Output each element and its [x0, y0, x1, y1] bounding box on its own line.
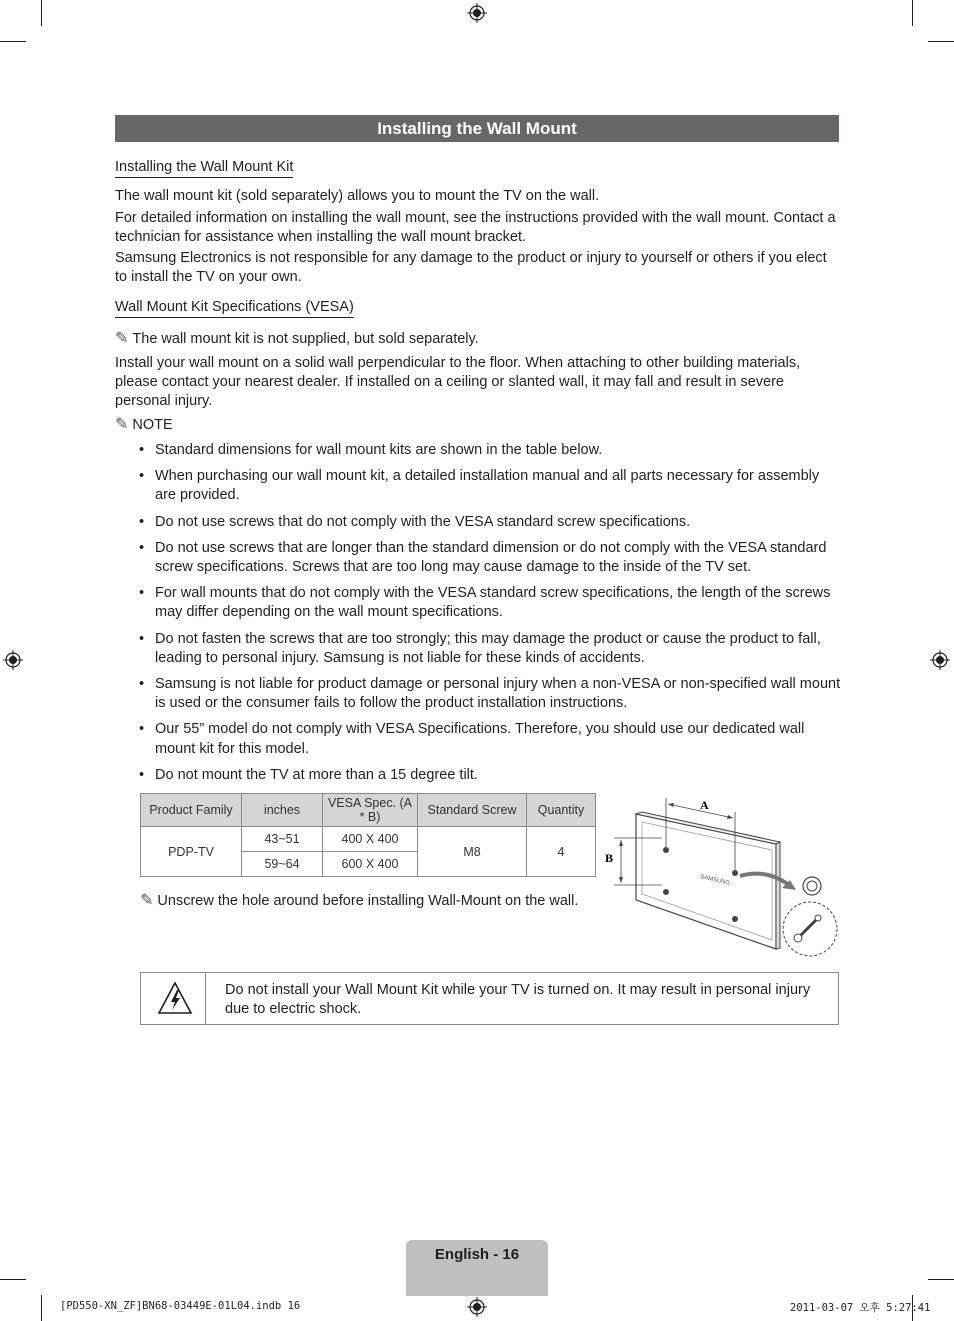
kit-paragraph: Samsung Electronics is not responsible for any damage to the product or injury to yourself or others if you elect to install the TV on your own.	[115, 250, 827, 286]
registration-mark-icon	[467, 3, 487, 23]
kit-paragraph: The wall mount kit (sold separately) allows you to mount the TV on the wall.	[115, 188, 600, 204]
column-header: inches	[242, 794, 323, 827]
table-cell-inches: 43~51	[242, 827, 323, 852]
pencil-note-icon: ✎	[140, 892, 154, 909]
pencil-note-icon: ✎	[115, 416, 129, 433]
column-header: Product Family	[141, 794, 242, 827]
kit-heading: Installing the Wall Mount Kit	[115, 159, 293, 178]
crop-mark	[41, 1295, 42, 1321]
note-label: NOTE	[132, 417, 173, 433]
list-item: • Do not fasten the screws that are too strongly; this may damage the product or cause the product to fall, leading to personal injury. Samsung is not liable for these kinds of accidents.	[115, 630, 841, 668]
table-cell-inches: 59~64	[242, 852, 323, 877]
list-item: • Standard dimensions for wall mount kits are shown in the table below.	[115, 441, 841, 460]
table-row	[141, 827, 596, 852]
note-heading	[115, 415, 173, 435]
table-header-row	[141, 794, 596, 827]
note-unscrew	[140, 891, 578, 911]
list-item: • Our 55” model do not comply with VESA Specifications. Therefore, you should use our dedicated wall mount kit for this model.	[115, 720, 841, 758]
install-paragraph: Install your wall mount on a solid wall perpendicular to the floor. When attaching to other building materials, please contact your nearest dealer. If installed on a ceiling or slanted wall, it may fall and result in severe personal injury.	[115, 355, 801, 410]
tv-back-diagram	[600, 792, 840, 960]
vesa-spec-table	[140, 793, 596, 877]
list-item: • When purchasing our wall mount kit, a detailed installation manual and all parts necessary for assembly are provided.	[115, 467, 841, 505]
table-cell-quantity: 4	[527, 827, 596, 877]
pencil-note-icon: ✎	[115, 330, 129, 347]
crop-mark	[0, 1279, 26, 1280]
vesa-heading: Wall Mount Kit Specifications (VESA)	[115, 299, 354, 318]
page-number-tab: English - 16	[406, 1240, 548, 1296]
kit-paragraph: For detailed information on installing the wall mount, see the instructions provided with the wall mount. Contact a technician for assistance when installing the wall mount bracket.	[115, 210, 836, 246]
file-slug: [PD550-XN_ZF]BN68-03449E-01L04.indb 16	[60, 1300, 301, 1312]
crop-mark	[928, 41, 954, 42]
warning-box	[140, 972, 839, 1025]
table-cell-screw: M8	[418, 827, 527, 877]
column-header: VESA Spec. (A * B)	[323, 794, 418, 827]
column-header: Quantity	[527, 794, 596, 827]
tv-brand-label: SAMSUNG	[699, 874, 731, 887]
registration-mark-icon	[467, 1297, 487, 1317]
crop-mark	[912, 0, 913, 26]
note-supplied-text: The wall mount kit is not supplied, but sold separately.	[132, 331, 479, 347]
warning-divider	[205, 973, 206, 1024]
registration-mark-icon	[3, 650, 23, 670]
print-timestamp: 2011-03-07 오후 5:27:41	[790, 1302, 931, 1314]
crop-mark	[0, 41, 26, 42]
dimension-a-label: A	[700, 798, 709, 812]
section-title: Installing the Wall Mount	[115, 115, 839, 142]
list-item: • Do not use screws that are longer than the standard dimension or do not comply with the VESA standard screw specifications. Screws that are too long may cause damage to the inside of the TV set.	[115, 539, 841, 577]
list-item: • Samsung is not liable for product damage or personal injury when a non-VESA or non-specified wall mount is used or the consumer fails to follow the product installation instructions.	[115, 675, 841, 713]
registration-mark-icon	[930, 650, 950, 670]
note-unscrew-text: Unscrew the hole around before installing Wall-Mount on the wall.	[157, 893, 579, 909]
note-bullet-list	[115, 441, 841, 792]
dimension-b-label: B	[605, 851, 614, 865]
list-item: • Do not mount the TV at more than a 15 degree tilt.	[115, 766, 841, 785]
note-supplied	[115, 329, 479, 349]
list-item: • For wall mounts that do not comply with the VESA standard screw specifications, the length of the screws may differ depending on the wall mount specifications.	[115, 584, 841, 622]
column-header: Standard Screw	[418, 794, 527, 827]
table-cell-vesa: 400 X 400	[323, 827, 418, 852]
list-item: • Do not use screws that do not comply with the VESA standard screw specifications.	[115, 513, 841, 532]
crop-mark	[928, 1279, 954, 1280]
table-cell-family: PDP-TV	[141, 827, 242, 877]
table-cell-vesa: 600 X 400	[323, 852, 418, 877]
electric-shock-warning-icon	[157, 981, 193, 1015]
warning-text: Do not install your Wall Mount Kit while your TV is turned on. It may result in personal injury due to electric shock.	[225, 982, 811, 1017]
crop-mark	[41, 0, 42, 26]
